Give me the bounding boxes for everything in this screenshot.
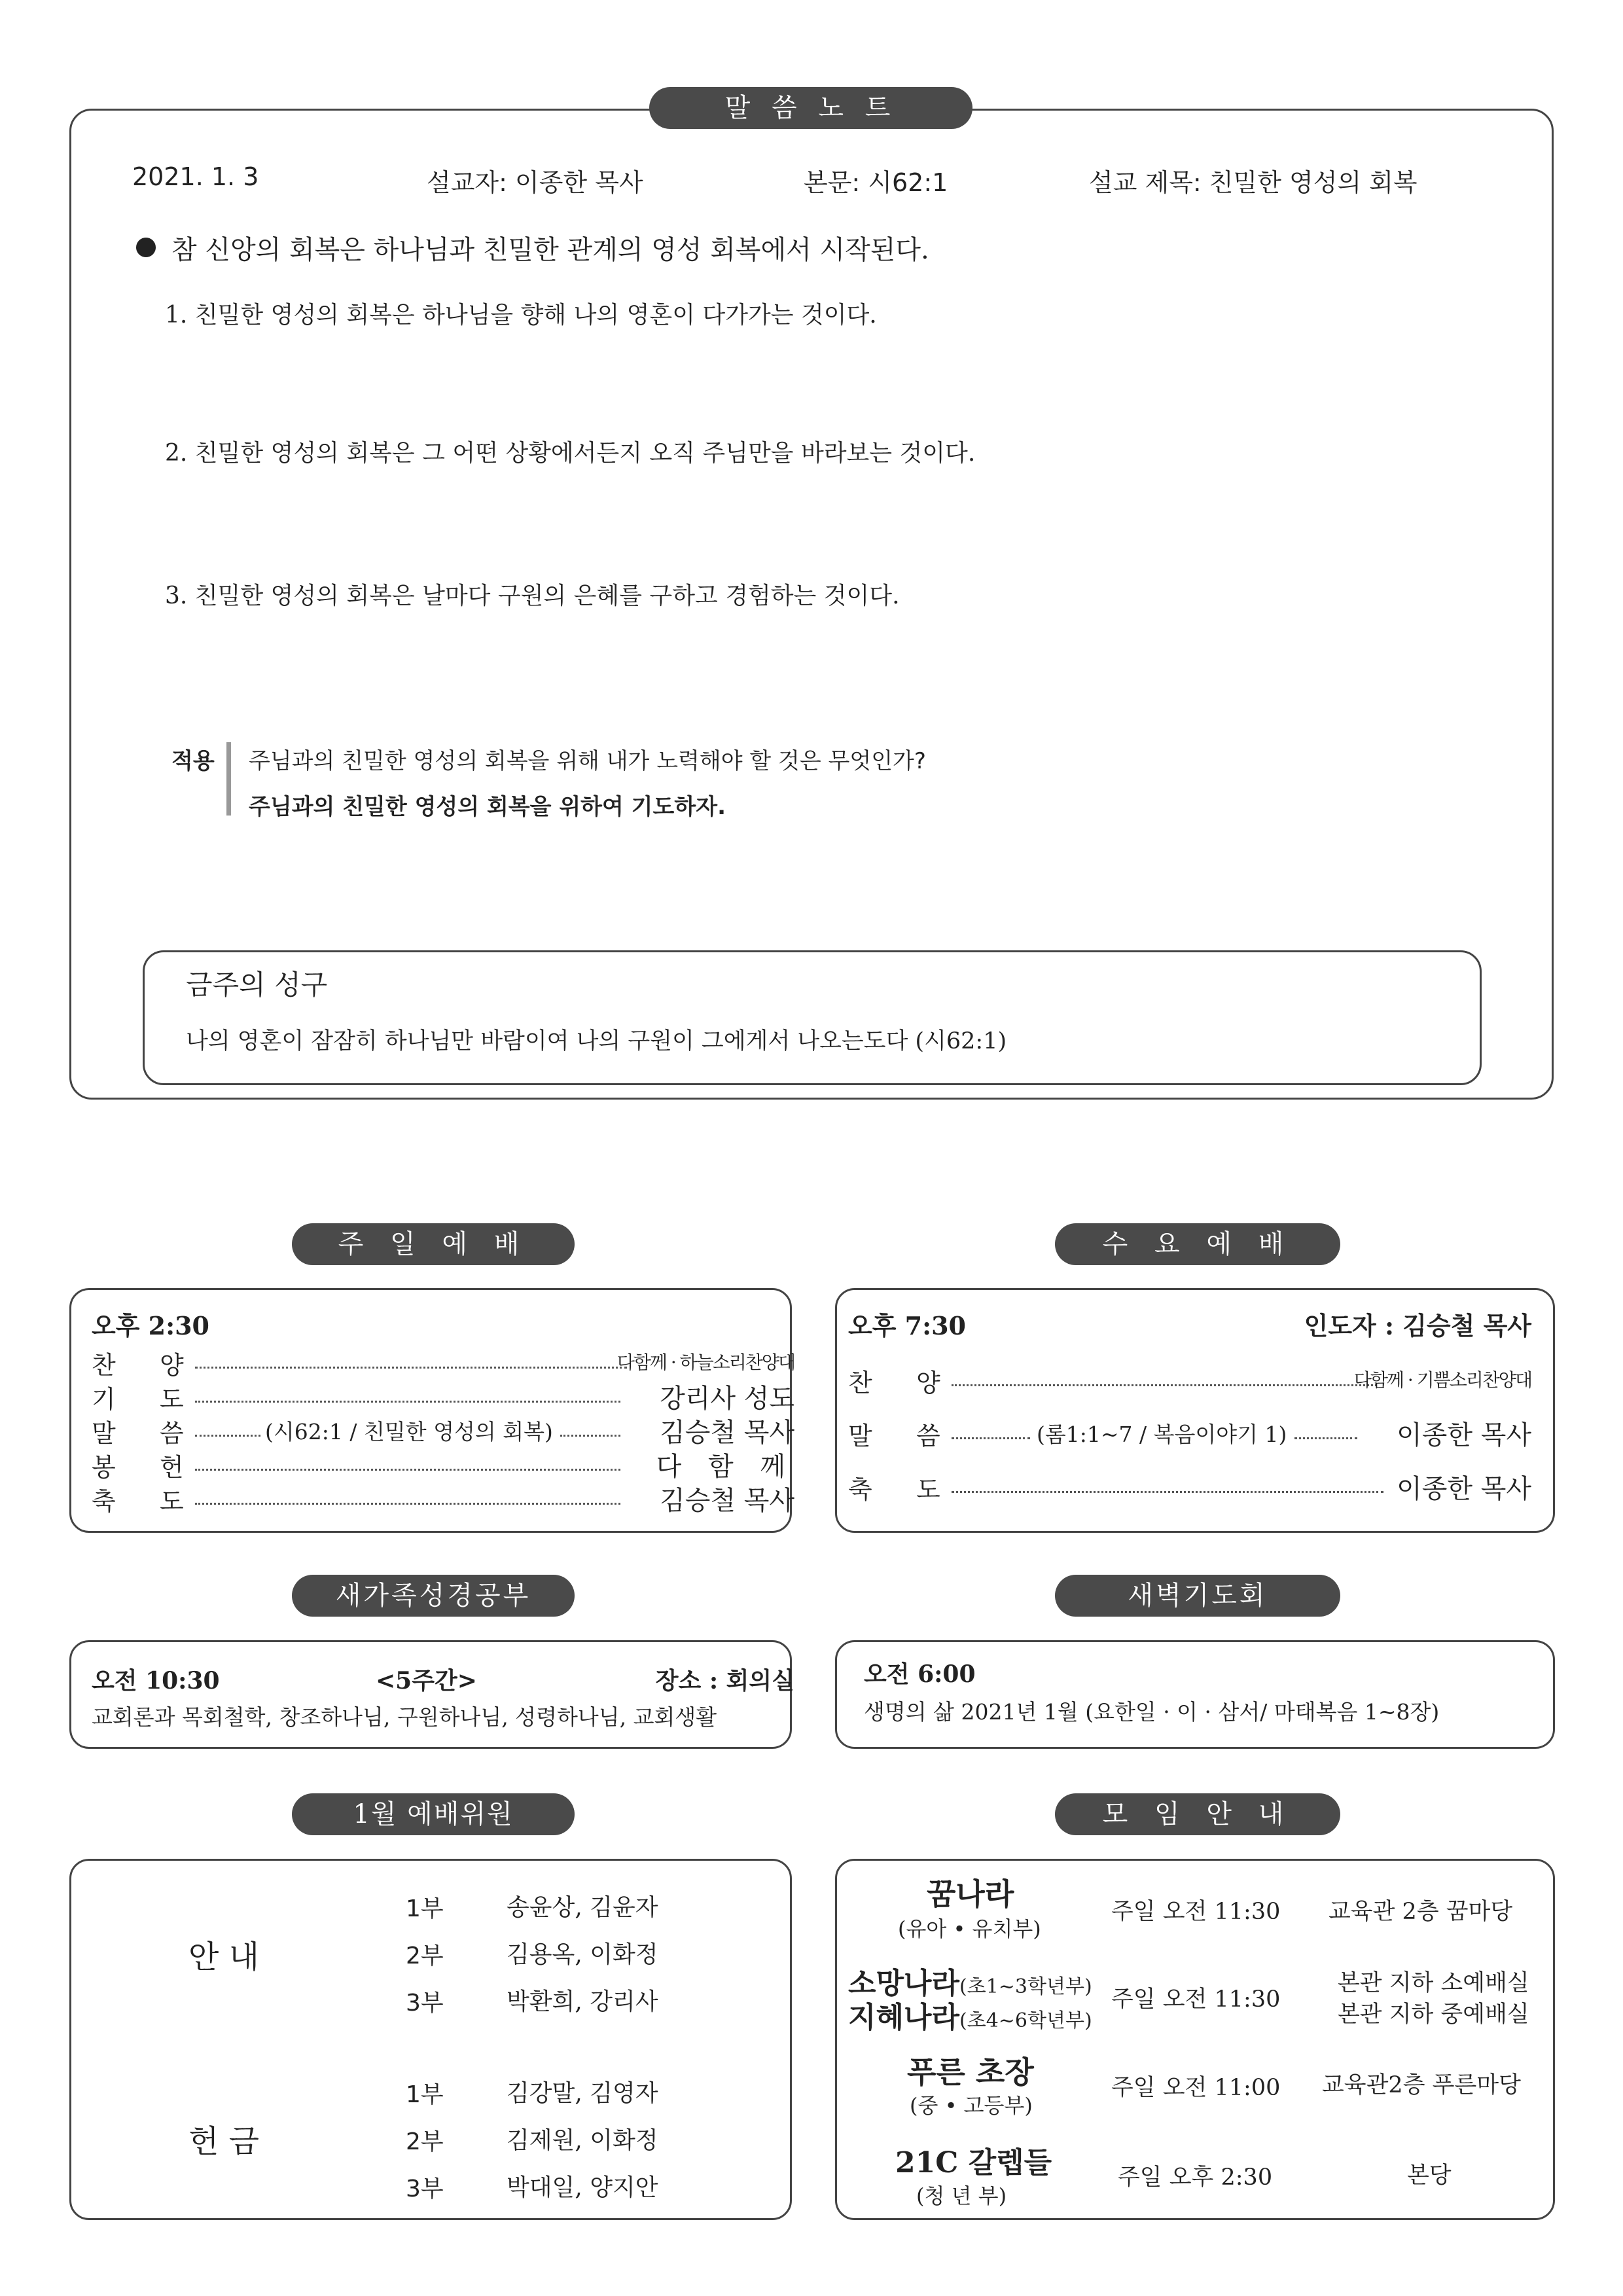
row-value: 강리사 성도 — [660, 1384, 794, 1414]
committee-part: 2부 — [406, 1943, 444, 1969]
dotted-leader — [560, 1435, 620, 1437]
sermon-point-3: 3. 친밀한 영성의 회복은 날마다 구원의 은혜를 구하고 경험하는 것이다. — [165, 583, 900, 609]
sermon-scripture: 본문: 시62:1 — [804, 168, 948, 197]
row-label-char: 기 — [92, 1385, 116, 1414]
application-divider — [226, 742, 231, 816]
meeting-place: 교육관2층 푸른마당 — [1322, 2072, 1521, 2098]
row-label-char: 도 — [160, 1487, 184, 1516]
meeting-place: 본관 지하 소예배실 — [1338, 1970, 1529, 1996]
row-label-char: 축 — [848, 1475, 872, 1504]
row-value: 다 함 께 — [656, 1452, 794, 1482]
row-label-char: 헌 — [160, 1453, 184, 1482]
meeting-time: 주일 오후 2:30 — [1118, 2164, 1273, 2191]
committee-part: 2부 — [406, 2128, 444, 2155]
wednesday-worship-header: 수 요 예 배 — [1055, 1223, 1340, 1265]
sunday-time: 오후 2:30 — [92, 1311, 209, 1340]
row-label-char: 봉 — [92, 1453, 116, 1482]
meeting-sub: (유아 • 유치부) — [898, 1916, 1041, 1941]
committee-names: 송윤상, 김윤자 — [507, 1894, 658, 1921]
family-bible-time: 오전 10:30 — [92, 1667, 220, 1695]
row-label-char: 씀 — [916, 1422, 940, 1450]
row-label-char: 말 — [92, 1419, 116, 1448]
row-label-char: 도 — [160, 1385, 184, 1414]
meeting-sub: (중 • 고등부) — [910, 2093, 1033, 2118]
meeting-place: 본관 지하 중예배실 — [1338, 2001, 1529, 2028]
sunday-worship-header: 주 일 예 배 — [292, 1223, 575, 1265]
meeting-sub: (초1~3학년부) — [959, 1975, 1092, 1998]
dawn-prayer-time: 오전 6:00 — [864, 1660, 976, 1688]
application-line-2: 주님과의 친밀한 영성의 회복을 위하여 기도하자. — [249, 794, 726, 820]
application-label: 적용 — [171, 748, 215, 774]
bullet-icon — [136, 238, 156, 257]
family-bible-place: 장소 : 회의실 — [655, 1667, 794, 1695]
sermon-date: 2021. 1. 3 — [132, 162, 259, 191]
row-label-char: 찬 — [848, 1369, 872, 1397]
dawn-prayer-text: 생명의 삶 2021년 1월 (요한일 · 이 · 삼서/ 마태복음 1~8장) — [864, 1699, 1440, 1725]
committee-names: 김용옥, 이화정 — [507, 1941, 658, 1968]
dotted-leader — [195, 1503, 620, 1505]
meetings-header: 모 임 안 내 — [1055, 1793, 1340, 1835]
row-label-char: 양 — [916, 1369, 940, 1397]
sermon-note-header: 말 씀 노 트 — [649, 87, 972, 129]
row-value: 다함께 · 하늘소리찬양대 — [616, 1352, 794, 1373]
row-value: 김승철 목사 — [660, 1418, 794, 1448]
meeting-time: 주일 오전 11:30 — [1111, 1899, 1281, 1925]
dotted-leader — [952, 1491, 1383, 1493]
committee-names: 박환희, 강리사 — [507, 1988, 658, 2015]
verse-title: 금주의 성구 — [186, 969, 328, 1001]
dotted-leader — [195, 1435, 260, 1437]
row-label-char: 도 — [916, 1475, 940, 1504]
meeting-name-main: 소망나라 — [848, 1967, 960, 2000]
dawn-prayer-header: 새벽기도회 — [1055, 1575, 1340, 1617]
row-mid: (롬1:1~7 / 복음이야기 1) — [1037, 1422, 1287, 1447]
committee-part: 3부 — [406, 1990, 444, 2017]
verse-box — [143, 950, 1482, 1085]
meeting-place: 교육관 2층 꿈마당 — [1329, 1899, 1513, 1925]
meeting-name: 꿈나라 — [927, 1876, 1014, 1912]
committee-part: 3부 — [406, 2176, 444, 2202]
dotted-leader — [952, 1437, 1030, 1439]
row-label-char: 말 — [848, 1422, 872, 1450]
row-label-char: 찬 — [92, 1351, 116, 1380]
meeting-name: 푸른 초장 — [907, 2054, 1034, 2090]
row-label-char: 양 — [160, 1351, 184, 1380]
committee-group-title: 헌 금 — [188, 2123, 259, 2160]
meeting-name-main: 지혜나라 — [848, 2001, 960, 2034]
family-bible-topics: 교회론과 목회철학, 창조하나님, 구원하나님, 성령하나님, 교회생활 — [92, 1704, 717, 1730]
family-bible-duration: <5주간> — [376, 1667, 477, 1695]
meeting-sub: (청 년 부) — [916, 2183, 1007, 2208]
row-value: 이종한 목사 — [1397, 1474, 1531, 1504]
wednesday-leader: 인도자 : 김승철 목사 — [1304, 1311, 1531, 1340]
sermon-title: 설교 제목: 친밀한 영성의 회복 — [1089, 168, 1418, 197]
meeting-sub: (초4~6학년부) — [959, 2009, 1092, 2032]
dotted-leader — [1294, 1437, 1357, 1439]
meeting-name: 21C 갈렙들 — [895, 2146, 1052, 2179]
application-line-1: 주님과의 친밀한 영성의 회복을 위해 내가 노력해야 할 것은 무엇인가? — [249, 748, 926, 774]
committee-names: 김강말, 김영자 — [507, 2080, 658, 2107]
dotted-leader — [195, 1469, 620, 1471]
committee-names: 박대일, 양지안 — [507, 2174, 658, 2201]
sermon-point-2: 2. 친밀한 영성의 회복은 그 어떤 상황에서든지 오직 주님만을 바라보는 것이다. — [165, 440, 976, 467]
sermon-point-1: 1. 친밀한 영성의 회복은 하나님을 향해 나의 영혼이 다가가는 것이다. — [165, 302, 877, 329]
row-label-char: 씀 — [160, 1419, 184, 1448]
family-bible-header: 새가족성경공부 — [292, 1575, 575, 1617]
meeting-time: 주일 오전 11:00 — [1111, 2075, 1281, 2101]
meeting-place: 본당 — [1407, 2162, 1452, 2189]
verse-text: 나의 영혼이 잠잠히 하나님만 바람이여 나의 구원이 그에게서 나오는도다 (시62:1) — [186, 1028, 1007, 1054]
row-mid: (시62:1 / 친밀한 영성의 회복) — [265, 1419, 553, 1444]
row-label-char: 축 — [92, 1487, 116, 1516]
wednesday-time: 오후 7:30 — [848, 1311, 966, 1340]
committee-group-title: 안 내 — [188, 1939, 259, 1975]
sermon-preacher: 설교자: 이종한 목사 — [427, 168, 643, 197]
committee-part: 1부 — [406, 2081, 444, 2108]
committee-names: 김제원, 이화정 — [507, 2127, 658, 2154]
committee-header: 1월 예배위원 — [292, 1793, 575, 1835]
dotted-leader — [195, 1367, 627, 1369]
meeting-name — [848, 1994, 1092, 2036]
row-value: 다함께 · 기쁨소리찬양대 — [1353, 1369, 1531, 1391]
dotted-leader — [195, 1401, 620, 1403]
row-value: 이종한 목사 — [1397, 1420, 1531, 1450]
row-value: 김승철 목사 — [660, 1486, 794, 1516]
sermon-main-point: 참 신앙의 회복은 하나님과 친밀한 관계의 영성 회복에서 시작된다. — [171, 235, 929, 265]
committee-part: 1부 — [406, 1895, 444, 1922]
dotted-leader — [952, 1384, 1377, 1386]
meeting-time: 주일 오전 11:30 — [1111, 1986, 1281, 2013]
